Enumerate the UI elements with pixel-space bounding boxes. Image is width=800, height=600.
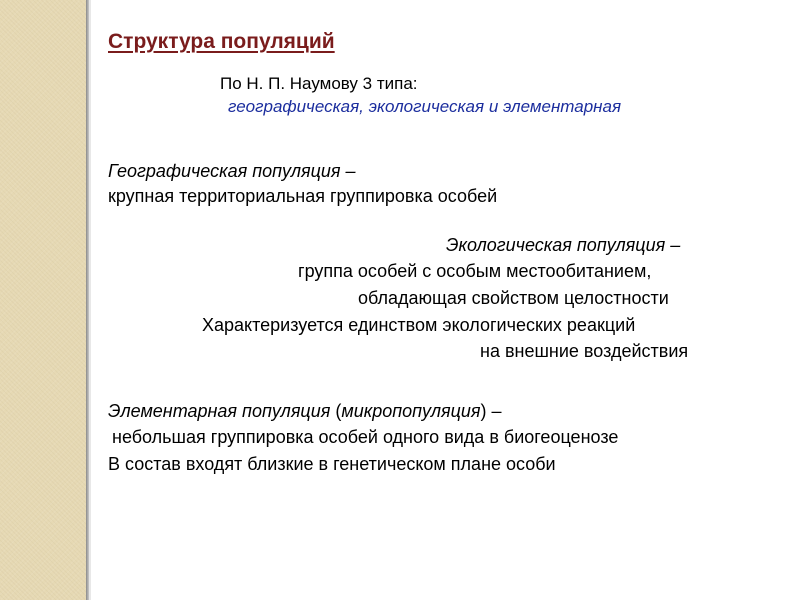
ecological-definition-line1: группа особей с особым местообитанием, (298, 261, 652, 281)
geographic-definition: крупная территориальная группировка особей (108, 186, 498, 206)
naumov-types: географическая, экологическая и элементарная (228, 97, 622, 116)
decorative-sidebar (0, 0, 86, 600)
elementary-definition: небольшая группировка особей одного вида в биогеоценозе (112, 427, 619, 447)
elementary-term (108, 402, 502, 420)
elementary-dash: – (486, 401, 502, 421)
geographic-term: Географическая популяция – (108, 161, 356, 181)
ecological-term: Экологическая популяция – (446, 235, 681, 255)
ecological-note-line1: Характеризуется единством экологических реакций (202, 315, 636, 335)
elementary-term-micro: микропопуляция (341, 401, 481, 421)
elementary-term-main: Элементарная популяция (108, 401, 331, 421)
elementary-paren-close: ) (480, 401, 487, 421)
elementary-paren-open: ( (330, 401, 342, 421)
naumov-intro: По Н. П. Наумову 3 типа: (220, 74, 418, 93)
elementary-note: В состав входят близкие в генетическом плане особи (108, 454, 556, 474)
sidebar-divider-shadow (89, 0, 91, 600)
ecological-note-line2: на внешние воздействия (480, 341, 689, 361)
slide-title: Структура популяций (108, 30, 335, 53)
ecological-definition-line2: обладающая свойством целостности (358, 288, 669, 308)
